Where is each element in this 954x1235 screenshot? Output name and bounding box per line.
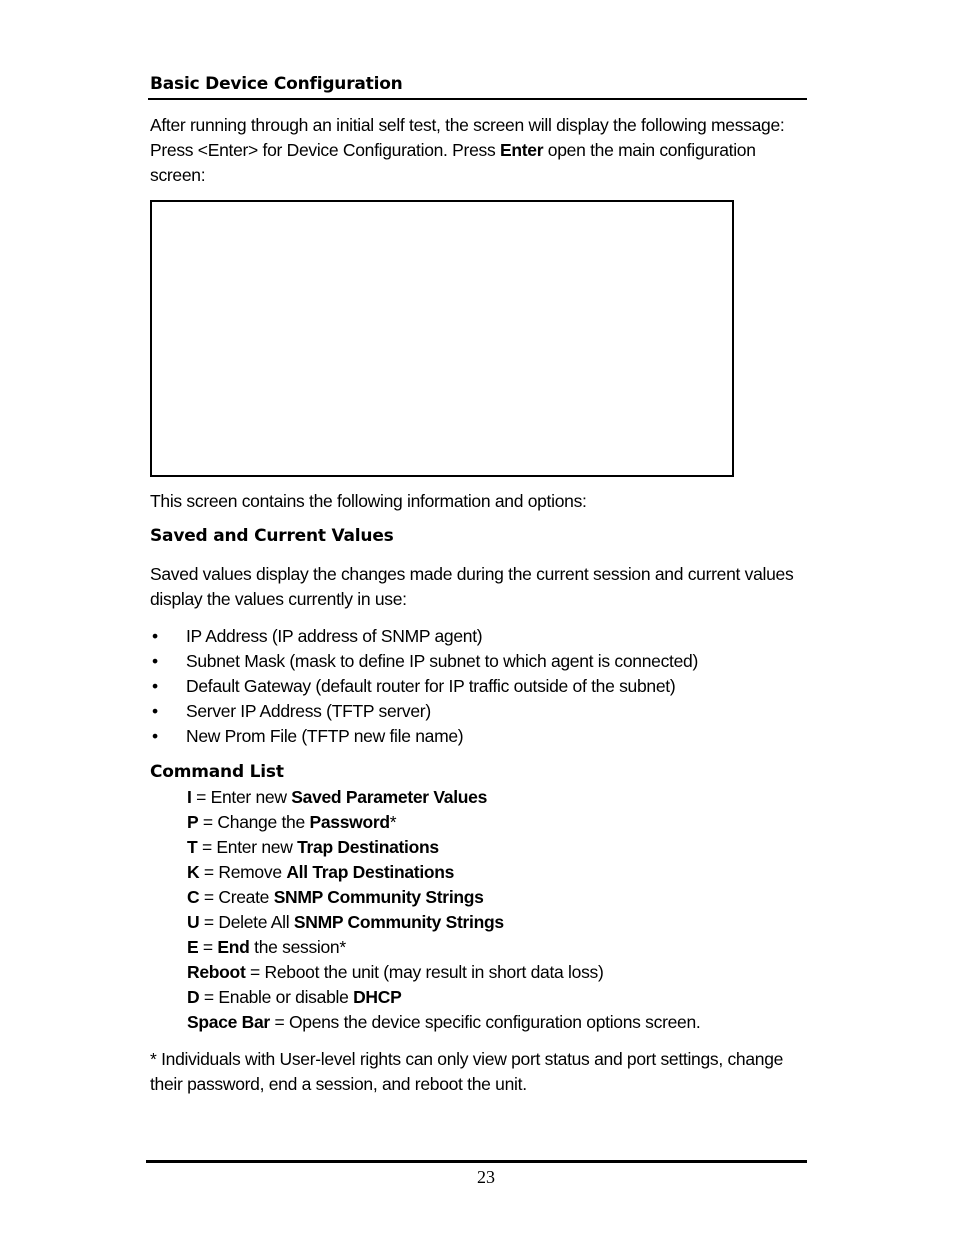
bullet-icon: • [152,701,158,721]
list-item [150,674,698,699]
command-key: E [187,937,199,957]
command-desc: = Enable or disable [199,987,354,1007]
command-desc: = Change the [198,812,310,832]
command-row [187,885,700,910]
intro-line-2-tail: open the main configuration [543,140,756,160]
command-tail: * [389,812,397,832]
command-desc: = [198,937,218,957]
screen-intro-text: This screen contains the following information and options: [150,491,587,511]
section-heading-command-list: Command List [150,762,284,782]
values-bullet-list [150,624,698,749]
command-desc: = Reboot the unit (may result in short data loss) [245,962,604,982]
command-row [187,810,700,835]
heading-rule [148,98,807,100]
command-row [187,785,700,810]
saved-line-1: Saved values display the changes made during the current session and current values [150,564,794,584]
page-number: 23 [477,1167,495,1187]
section-heading-basic-config: Basic Device Configuration [150,74,403,94]
command-desc: = Enter new [191,787,292,807]
command-key: U [187,912,200,932]
list-item [150,699,698,724]
command-row [187,835,700,860]
section-heading-saved-values: Saved and Current Values [150,526,394,546]
command-row [187,910,700,935]
list-item [150,649,698,674]
footnote-paragraph [150,1047,820,1097]
command-key: Space Bar [187,1012,270,1032]
command-bold-term: Password [309,812,390,832]
command-desc: = Create [199,887,274,907]
command-bold-term: Saved Parameter Values [291,787,488,807]
screen-image-placeholder [150,200,734,477]
command-row [187,985,700,1010]
command-key: P [187,812,199,832]
command-key: Reboot [187,962,246,982]
command-row [187,960,700,985]
command-row [187,1010,700,1035]
footnote-line-1: * Individuals with User-level rights can only view port status and port settings, change [150,1049,784,1069]
intro-line-2-text: Press <Enter> for Device Configuration. Press [150,140,500,160]
command-row [187,935,700,960]
list-item-text: Default Gateway (default router for IP traffic outside of the subnet) [186,676,676,696]
command-bold-term: DHCP [353,987,402,1007]
command-tail: the session* [249,937,346,957]
list-item [150,724,698,749]
list-item [150,624,698,649]
command-desc: = Opens the device specific configuration options screen. [269,1012,701,1032]
command-bold-term: End [217,937,250,957]
intro-line-1: After running through an initial self test, the screen will display the following message: [150,115,785,135]
command-desc: = Delete All [199,912,294,932]
bullet-icon: • [152,676,158,696]
command-key: I [187,787,192,807]
bullet-icon: • [152,626,158,646]
command-bold-term: SNMP Community Strings [273,887,484,907]
command-key: T [187,837,198,857]
list-item-text: IP Address (IP address of SNMP agent) [186,626,483,646]
list-item-text: Subnet Mask (mask to define IP subnet to which agent is connected) [186,651,698,671]
command-bold-term: All Trap Destinations [286,862,455,882]
intro-line-2 [150,138,820,163]
command-desc: = Enter new [197,837,298,857]
command-list [187,785,700,1035]
saved-line-2: display the values currently in use: [150,589,407,609]
command-bold-term: Trap Destinations [297,837,439,857]
command-key: K [187,862,200,882]
intro-paragraph [150,113,820,188]
command-desc: = Remove [199,862,287,882]
bullet-icon: • [152,726,158,746]
list-item-text: New Prom File (TFTP new file name) [186,726,464,746]
command-key: D [187,987,200,1007]
intro-enter-key: Enter [499,140,544,160]
bullet-icon: • [152,651,158,671]
command-bold-term: SNMP Community Strings [293,912,504,932]
command-key: C [187,887,200,907]
command-row [187,860,700,885]
footer-rule [146,1160,807,1163]
footnote-line-2: their password, end a session, and reboot the unit. [150,1074,527,1094]
list-item-text: Server IP Address (TFTP server) [186,701,431,721]
saved-values-paragraph [150,562,820,612]
intro-line-3: screen: [150,165,206,185]
